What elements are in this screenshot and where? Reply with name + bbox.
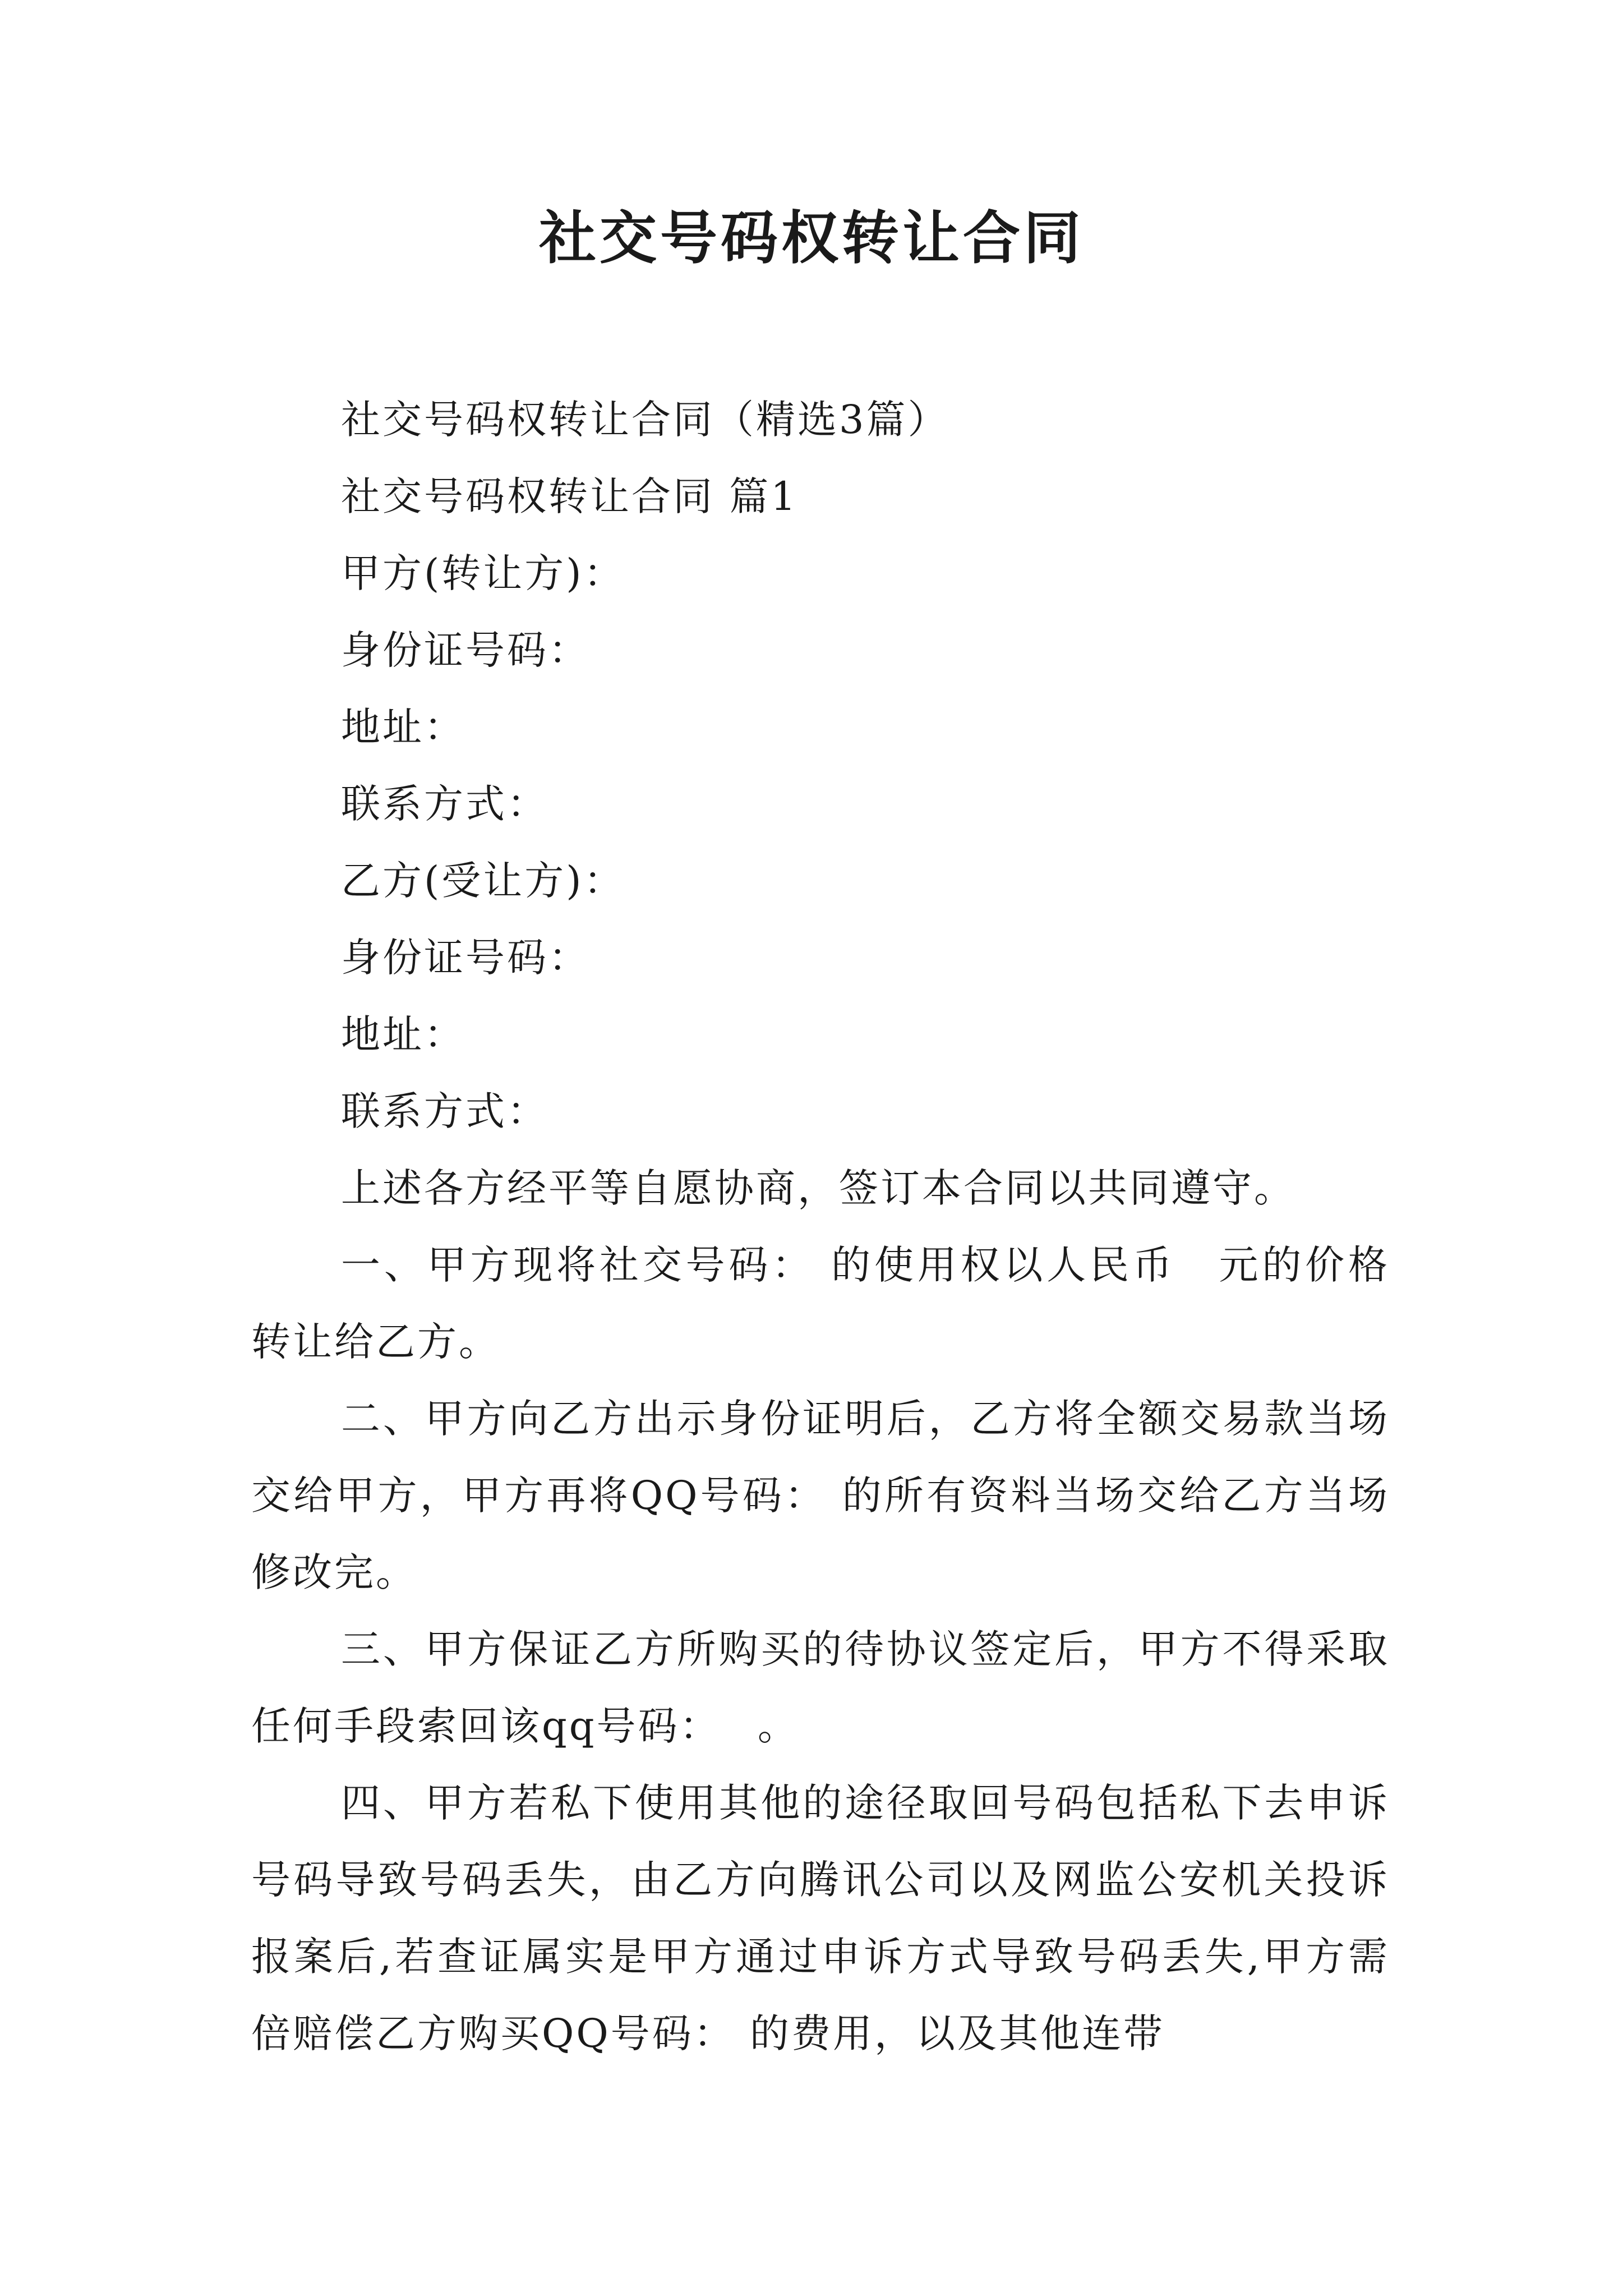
section-heading: 社交号码权转让合同 篇1 [341,473,798,519]
document-body [251,381,1431,2072]
party-b-address-label: 地址： [341,1011,465,1057]
clause-4-paragraph: 四、甲方若私下使用其他的途径取回号码包括私下去申诉号码导致号码丢失，由乙方向腾讯公司以及网监公安机关投诉报案后,若查证属实是甲方通过申诉方式导致号码丢失,甲方需 倍赔偿乙方购买QQ号码： 的费用，以及其他连带 [251,1780,1431,2056]
clause-2-paragraph: 二、甲方向乙方出示身份证明后，乙方将全额交易款当场交给甲方，甲方再将QQ号码： 的所有资料当场交给乙方当场修改完。 [251,1396,1390,1595]
clause-3-paragraph: 三、甲方保证乙方所购买的待协议签定后，甲方不得采取任何手段索回该qq号码： 。 [251,1626,1390,1749]
party-b-id-label: 身份证号码： [341,935,590,981]
clause-1-paragraph: 一、甲方现将社交号码： 的使用权以人民币 元的价格转让给乙方。 [251,1242,1390,1365]
subtitle-line: 社交号码权转让合同（精选3篇） [341,397,949,443]
preamble-paragraph: 上述各方经平等自愿协商，签订本合同以共同遵守。 [341,1165,1295,1211]
party-b-contact-label: 联系方式： [341,1088,548,1134]
party-a-contact-label: 联系方式： [341,781,548,827]
party-a-address-label: 地址： [341,704,465,750]
party-b-label: 乙方(受让方)： [341,858,625,904]
document-title: 社交号码权转让合同 [539,205,1084,272]
party-a-id-label: 身份证号码： [341,627,590,673]
party-a-label: 甲方(转让方)： [341,550,625,596]
